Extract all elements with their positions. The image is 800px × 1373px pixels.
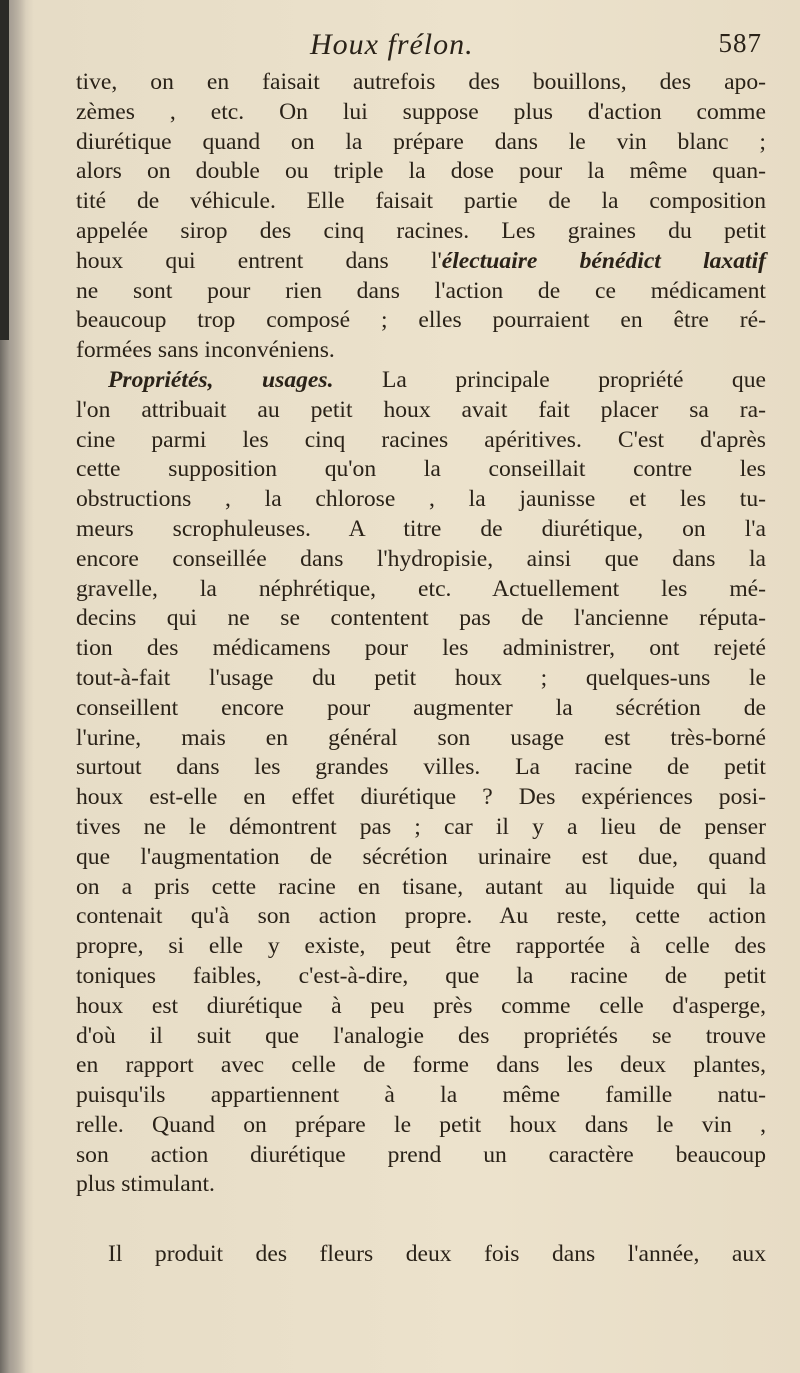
text-line: houx est-elle en effet diurétique ? Des expériences posi- — [76, 784, 766, 811]
text-line: appelée sirop des cinq racines. Les graines du petit — [76, 217, 766, 244]
text-line: ne sont pour rien dans l'action de ce médicament — [76, 277, 766, 304]
text-line — [76, 366, 766, 396]
text-line: diurétique quand on la prépare dans le vin blanc ; — [76, 128, 766, 155]
section-heading: Propriétés, usages. — [108, 366, 334, 393]
text-line: tives ne le démontrent pas ; car il y a lieu de penser — [76, 813, 766, 840]
text-line — [76, 247, 766, 277]
text-line: zèmes , etc. On lui suppose plus d'action comme — [76, 98, 766, 125]
text-line: gravelle, la néphrétique, etc. Actuellement les mé- — [76, 575, 766, 602]
text-line: on a pris cette racine en tisane, autant au liquide qui la — [76, 873, 766, 900]
text-line: tout-à-fait l'usage du petit houx ; quelques-uns le — [76, 664, 766, 691]
text-line: obstructions , la chlorose , la jaunisse et les tu- — [76, 486, 766, 513]
italic-title: électuaire bénédict laxatif — [441, 247, 766, 274]
text-line: houx est diurétique à peu près comme celle d'asperge, — [76, 992, 766, 1019]
text-line: surtout dans les grandes villes. La racine de petit — [76, 754, 766, 781]
text-line: tion des médicamens pour les administrer, ont rejeté — [76, 635, 766, 662]
text-line: cette supposition qu'on la conseillait contre les — [76, 456, 766, 483]
text-line: encore conseillée dans l'hydropisie, ainsi que dans la — [76, 545, 766, 572]
running-title: Houx frélon. — [310, 28, 474, 61]
text-line: d'où il suit que l'analogie des propriétés se trouve — [76, 1022, 766, 1049]
text-line: decins qui ne se contentent pas de l'ancienne réputa- — [76, 605, 766, 632]
book-spine-shadow — [0, 0, 26, 1373]
text-line: propre, si elle y existe, peut être rapportée à celle des — [76, 933, 766, 960]
text-line: meurs scrophuleuses. A titre de diurétique, on l'a — [76, 515, 766, 542]
text-line: formées sans inconvéniens. — [76, 337, 335, 364]
text-line: l'on attribuait au petit houx avait fait placer sa ra- — [76, 396, 766, 423]
line-text: houx qui entrent dans l' — [76, 247, 442, 274]
text-line: toniques faibles, c'est-à-dire, que la racine de petit — [76, 962, 766, 989]
text-line: contenait qu'à son action propre. Au reste, cette action — [76, 903, 766, 930]
text-line: cine parmi les cinq racines apéritives. C'est d'après — [76, 426, 766, 453]
text-line: en rapport avec celle de forme dans les deux plantes, — [76, 1052, 766, 1079]
text-line: Il produit des fleurs deux fois dans l'année, aux — [108, 1241, 766, 1268]
text-line: alors on double ou triple la dose pour la même quan- — [76, 158, 766, 185]
text-line: relle. Quand on prépare le petit houx dans le vin , — [76, 1111, 766, 1138]
text-line: tive, on en faisait autrefois des bouillons, des apo- — [76, 69, 766, 95]
text-line: puisqu'ils appartiennent à la même famille natu- — [76, 1082, 766, 1109]
text-line: beaucoup trop composé ; elles pourraient en être ré- — [76, 307, 766, 334]
page-number: 587 — [718, 28, 762, 58]
text-line: son action diurétique prend un caractère beaucoup — [76, 1141, 766, 1168]
line-text: La principale propriété que — [333, 366, 767, 393]
text-line: plus stimulant. — [76, 1171, 215, 1198]
text-line: l'urine, mais en général son usage est très-borné — [76, 724, 766, 751]
page-header — [74, 24, 764, 64]
text-line: que l'augmentation de sécrétion urinaire est due, quand — [76, 843, 766, 870]
text-line: tité de véhicule. Elle faisait partie de la composition — [76, 188, 766, 215]
body-text — [76, 68, 766, 1270]
text-line: conseillent encore pour augmenter la sécrétion de — [76, 694, 766, 721]
